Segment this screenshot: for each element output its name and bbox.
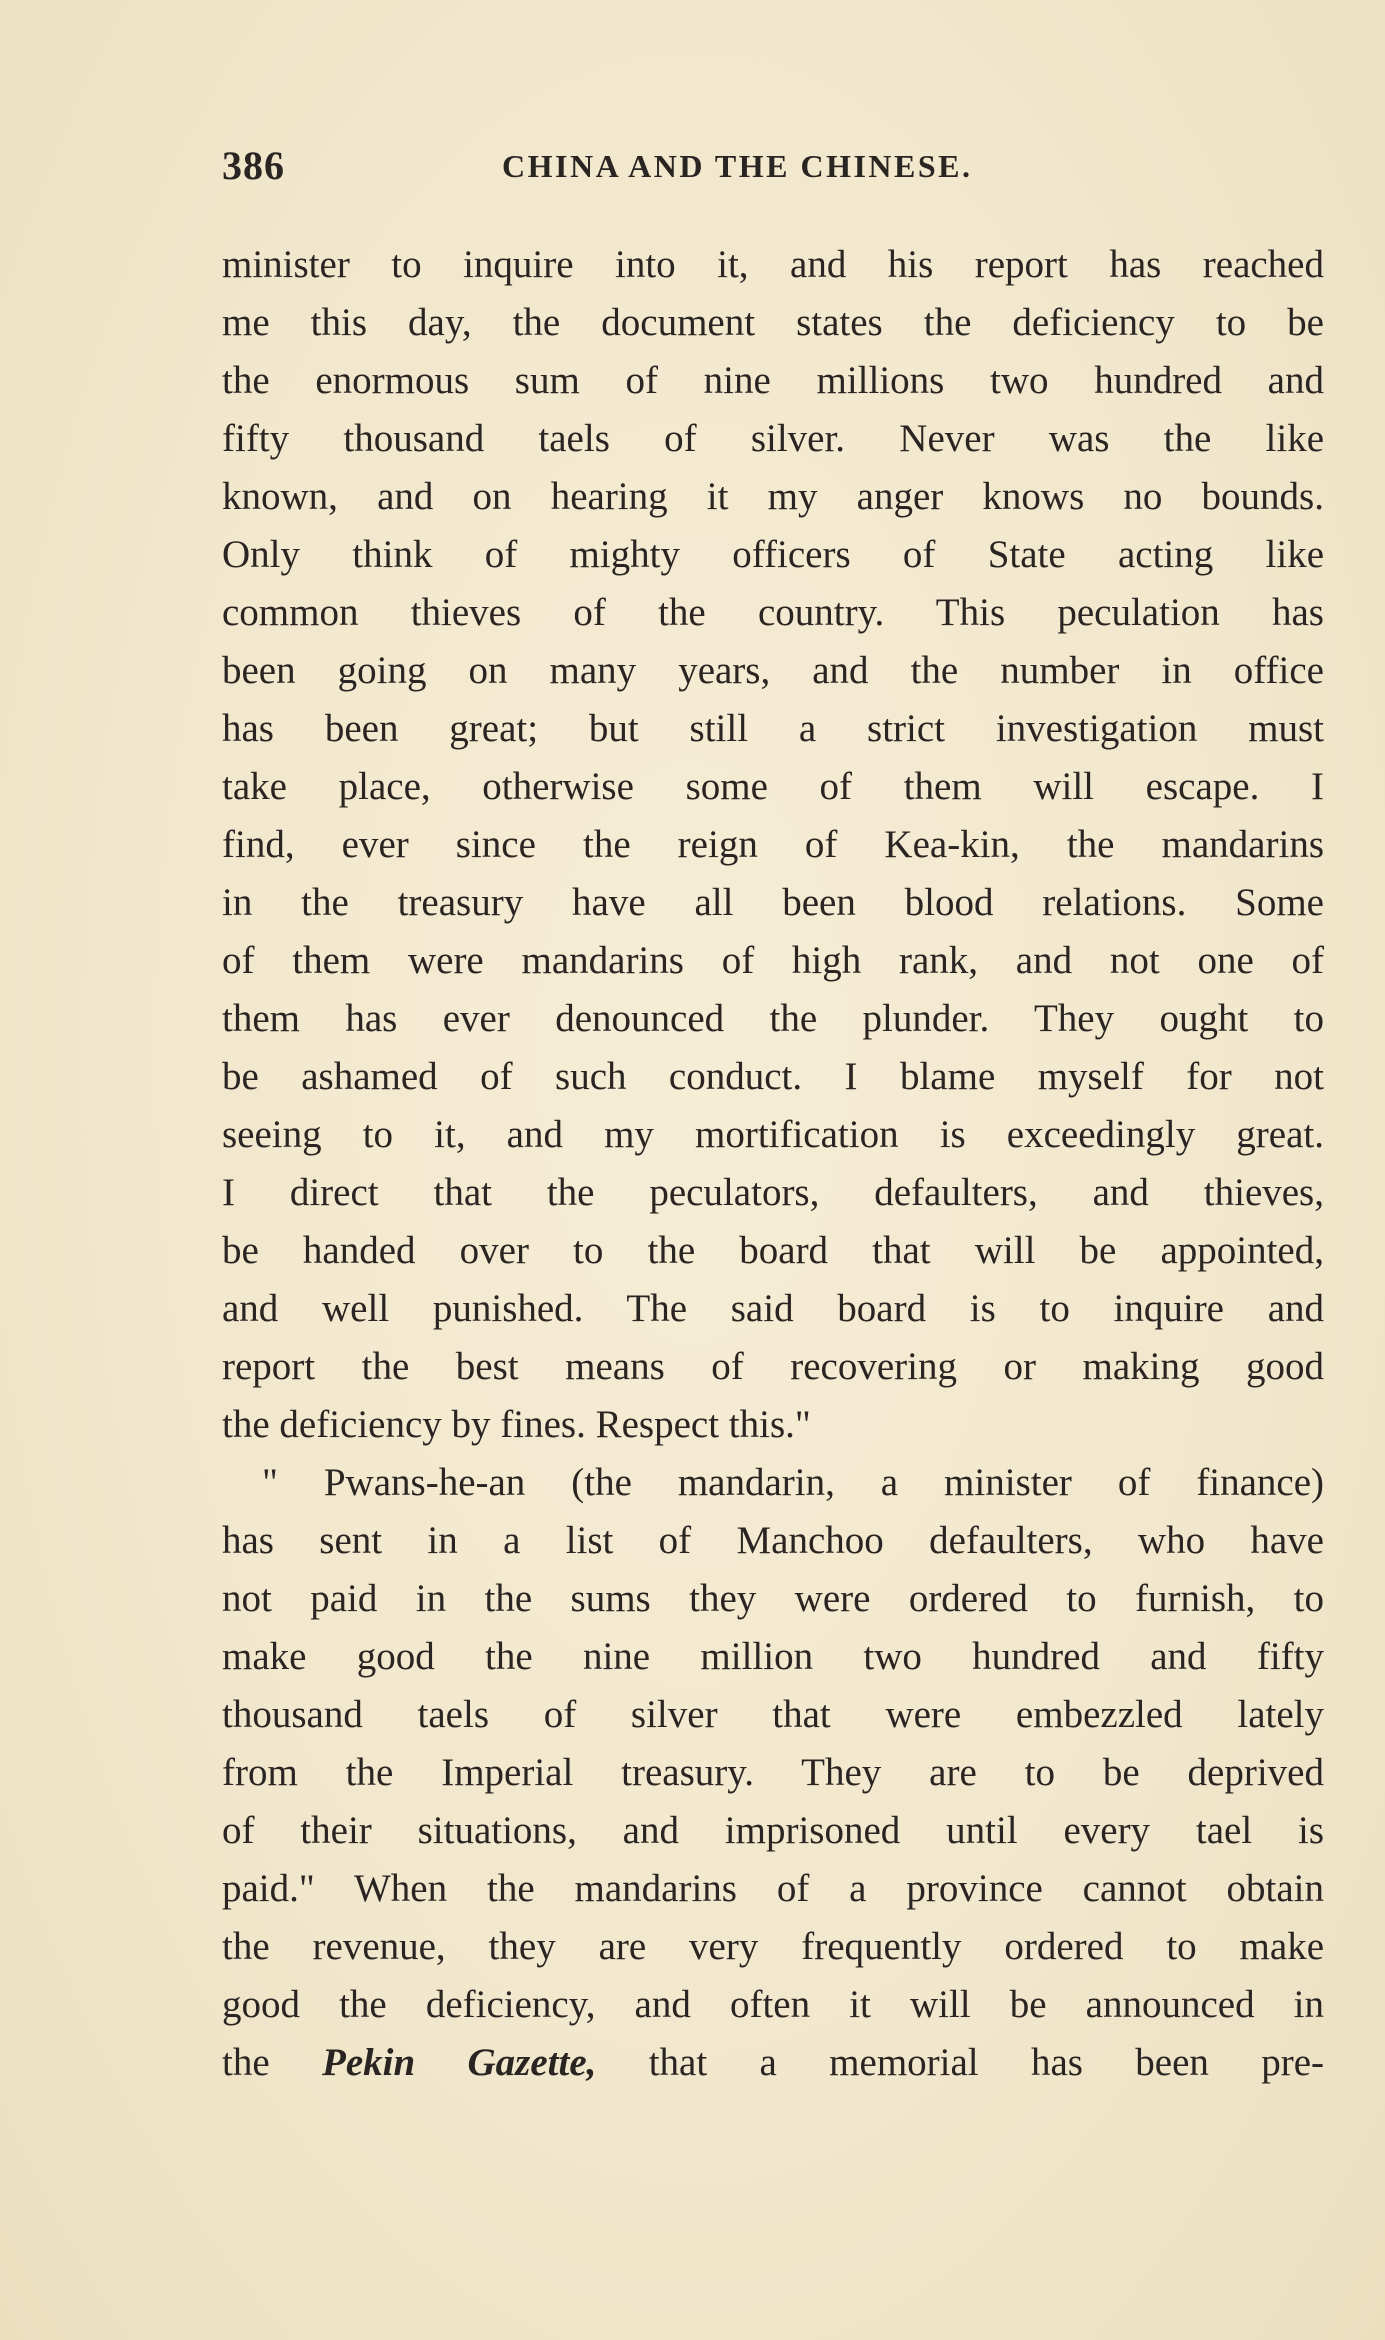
text-line: " Pwans-he-an (the mandarin, a minister of finance) xyxy=(262,1461,1324,1504)
text-line: take place, otherwise some of them will escape. I xyxy=(222,765,1324,808)
text-line: not paid in the sums they were ordered to furnish, to xyxy=(222,1577,1324,1620)
text-line: Only think of mighty officers of State acting like xyxy=(222,533,1324,576)
text-line: me this day, the document states the deficiency to be xyxy=(222,301,1324,344)
text-line: common thieves of the country. This peculation has xyxy=(222,591,1324,634)
body-text xyxy=(222,236,1324,2092)
text-line: has been great; but still a strict investigation must xyxy=(222,707,1324,750)
text-line: seeing to it, and my mortification is exceedingly great. xyxy=(222,1113,1324,1156)
text-line: of their situations, and imprisoned until every tael is xyxy=(222,1809,1324,1852)
text-line: the deficiency by fines. Respect this." xyxy=(222,1403,811,1446)
text-line: them has ever denounced the plunder. They ought to xyxy=(222,997,1324,1040)
text-line: known, and on hearing it my anger knows no bounds. xyxy=(222,475,1324,518)
text-line: I direct that the peculators, defaulters, and thieves, xyxy=(222,1171,1324,1214)
text-line: been going on many years, and the number in office xyxy=(222,649,1324,692)
text-line: minister to inquire into it, and his report has reached xyxy=(222,243,1324,286)
text-line: find, ever since the reign of Kea-kin, the mandarins xyxy=(222,823,1324,866)
pekin-gazette-title: Pekin Gazette, xyxy=(322,2041,597,2084)
last-line-start: the xyxy=(222,2041,270,2084)
text-line: report the best means of recovering or making good xyxy=(222,1345,1324,1388)
text-line: be handed over to the board that will be appointed, xyxy=(222,1229,1324,1272)
text-line: has sent in a list of Manchoo defaulters, who have xyxy=(222,1519,1324,1562)
text-line-last xyxy=(222,2034,1324,2092)
text-line: in the treasury have all been blood relations. Some xyxy=(222,881,1324,924)
text-line: thousand taels of silver that were embezzled lately xyxy=(222,1693,1324,1736)
text-line: the enormous sum of nine millions two hundred and xyxy=(222,359,1324,402)
running-head: CHINA AND THE CHINESE. xyxy=(502,148,973,184)
text-line: and well punished. The said board is to inquire and xyxy=(222,1287,1324,1330)
text-line: good the deficiency, and often it will be announced in xyxy=(222,1983,1324,2026)
text-line: paid." When the mandarins of a province cannot obtain xyxy=(222,1867,1324,1910)
page-number: 386 xyxy=(222,143,285,188)
text-line: fifty thousand taels of silver. Never was the like xyxy=(222,417,1324,460)
text-line: of them were mandarins of high rank, and not one of xyxy=(222,939,1324,982)
page-header xyxy=(222,142,1182,192)
text-line: make good the nine million two hundred and fifty xyxy=(222,1635,1324,1678)
text-line: from the Imperial treasury. They are to be deprived xyxy=(222,1751,1324,1794)
text-line: be ashamed of such conduct. I blame myself for not xyxy=(222,1055,1324,1098)
text-line: the revenue, they are very frequently ordered to make xyxy=(222,1925,1324,1968)
last-line-end: that a memorial has been pre- xyxy=(648,2041,1324,2084)
